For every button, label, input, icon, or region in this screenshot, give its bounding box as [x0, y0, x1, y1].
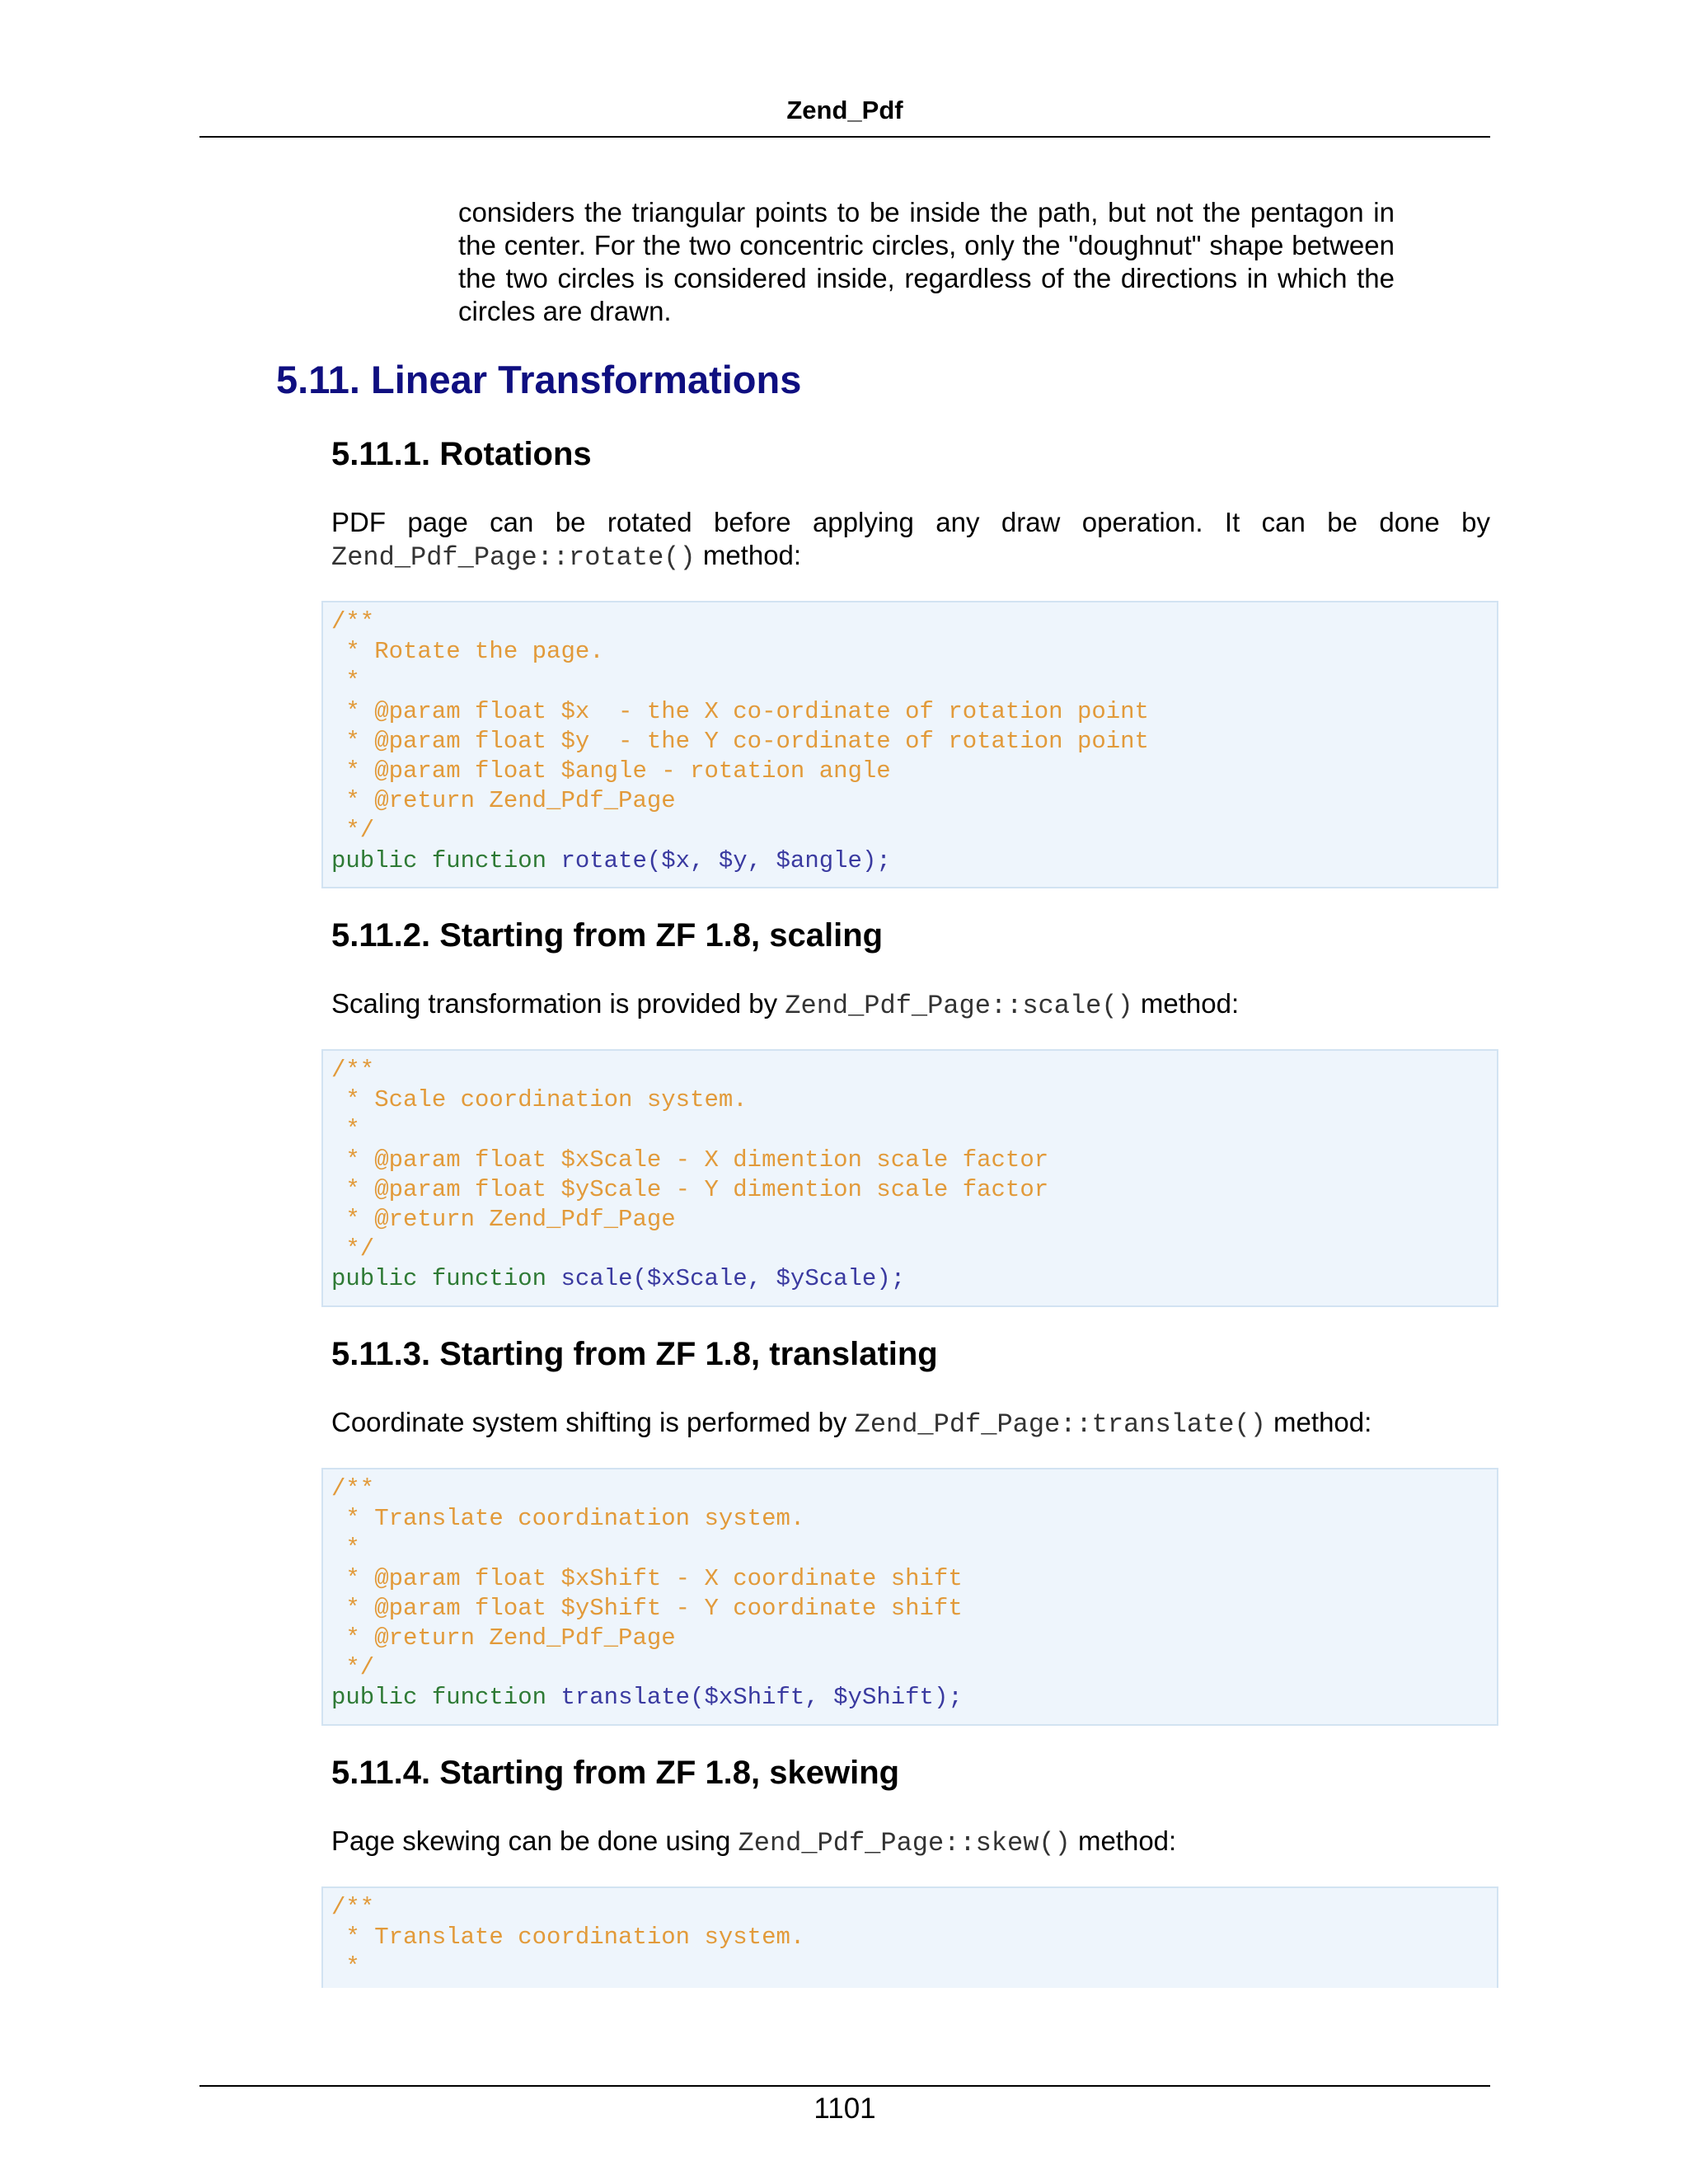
code-variable: $yScale — [776, 1265, 877, 1293]
code-args: $xShift, $yShift — [704, 1684, 934, 1712]
code-comment: /** * Translate coordination system. * — [331, 1894, 805, 1981]
section-title: 5.11. Linear Transformations — [276, 358, 802, 401]
scaling-text: Scaling transformation is provided by — [331, 988, 785, 1019]
code-variable: $angle — [776, 846, 862, 874]
scaling-text-after: method: — [1132, 988, 1240, 1019]
code-variable: $y — [718, 846, 748, 874]
translate-method-ref: Zend_Pdf_Page::translate() — [854, 1409, 1266, 1440]
skewing-text-after: method: — [1070, 1825, 1177, 1856]
code-variable: $xScale — [646, 1265, 748, 1293]
scaling-paragraph — [331, 987, 1490, 1023]
rotations-heading: 5.11.1. Rotations — [331, 436, 592, 472]
code-variable: $x — [661, 846, 691, 874]
skewing-text: Page skewing can be done using — [331, 1825, 738, 1856]
code-args: $xScale, $yScale — [646, 1265, 877, 1293]
code-keyword: public function — [331, 1265, 561, 1293]
code-comment: /** * Scale coordination system. * * @param float $xScale - X dimention scale factor * @param float $yScale - Y dimention scale factor * @return Zend_Pdf_Page */ — [331, 1057, 1049, 1263]
code-block-translate: /** * Translate coordination system. * * @param float $xShift - X coordinate shift * @param float $yShift - Y coordinate shift * @return Zend_Pdf_Page */ public function translate($xShift, $yShift); — [321, 1468, 1498, 1726]
code-block-skew — [321, 1886, 1498, 1988]
code-comment: /** * Rotate the page. * * @param float $x - the X co-ordinate of rotation point * @param float $y - the Y co-ordinate of rotation point * @param float $angle - rotation angle * @return Zend_Pdf_Page */ — [331, 608, 1149, 845]
code-function-name: rotate — [560, 846, 647, 874]
translating-heading: 5.11.3. Starting from ZF 1.8, translating — [331, 1336, 938, 1372]
code-comment: /** * Translate coordination system. * * @param float $xShift - X coordinate shift * @param float $yShift - Y coordinate shift * @return Zend_Pdf_Page */ — [331, 1475, 963, 1682]
code-variable: $yShift — [833, 1684, 934, 1712]
rotations-text: PDF page can be rotated before applying any draw operation. It can be done by — [331, 507, 1490, 537]
skewing-heading: 5.11.4. Starting from ZF 1.8, skewing — [331, 1755, 900, 1791]
rotations-text-after: method: — [695, 540, 802, 570]
code-keyword: public function — [331, 846, 561, 874]
rotate-method-ref: Zend_Pdf_Page::rotate() — [331, 542, 696, 573]
code-keyword: public function — [331, 1684, 561, 1712]
code-block-rotate: /** * Rotate the page. * * @param float $x - the X co-ordinate of rotation point * @param float $y - the Y co-ordinate of rotation point * @param float $angle - rotation angle * @return Zend_Pdf_Page */ public function rotate($x, $y, $angle); — [321, 601, 1498, 888]
footer-rule — [199, 2085, 1490, 2087]
code-block-scale: /** * Scale coordination system. * * @param float $xScale - X dimention scale factor * @param float $yScale - Y dimention scale factor * @return Zend_Pdf_Page */ public function scale($xScale, $yScale); — [321, 1049, 1498, 1307]
intro-paragraph: considers the triangular points to be inside the path, but not the pentagon in the center. For the two concentric circles, only the "doughnut" shape between the two circles is considered inside, regardless of the directions in which the circles are drawn. — [458, 197, 1395, 326]
page-number: 1101 — [814, 2093, 876, 2125]
code-args: $x, $y, $angle — [661, 846, 862, 874]
skew-method-ref: Zend_Pdf_Page::skew() — [738, 1828, 1071, 1858]
translating-paragraph — [331, 1406, 1490, 1441]
code-function-name: scale — [560, 1265, 633, 1293]
header-rule — [199, 136, 1490, 138]
scale-method-ref: Zend_Pdf_Page::scale() — [785, 991, 1133, 1021]
translating-text: Coordinate system shifting is performed by — [331, 1407, 855, 1437]
code-variable: $xShift — [704, 1684, 805, 1712]
skewing-paragraph — [331, 1825, 1490, 1860]
code-function-name: translate — [560, 1684, 691, 1712]
translating-text-after: method: — [1265, 1407, 1372, 1437]
scaling-heading: 5.11.2. Starting from ZF 1.8, scaling — [331, 917, 884, 954]
rotations-paragraph — [331, 506, 1490, 574]
running-header: Zend_Pdf — [786, 96, 903, 124]
